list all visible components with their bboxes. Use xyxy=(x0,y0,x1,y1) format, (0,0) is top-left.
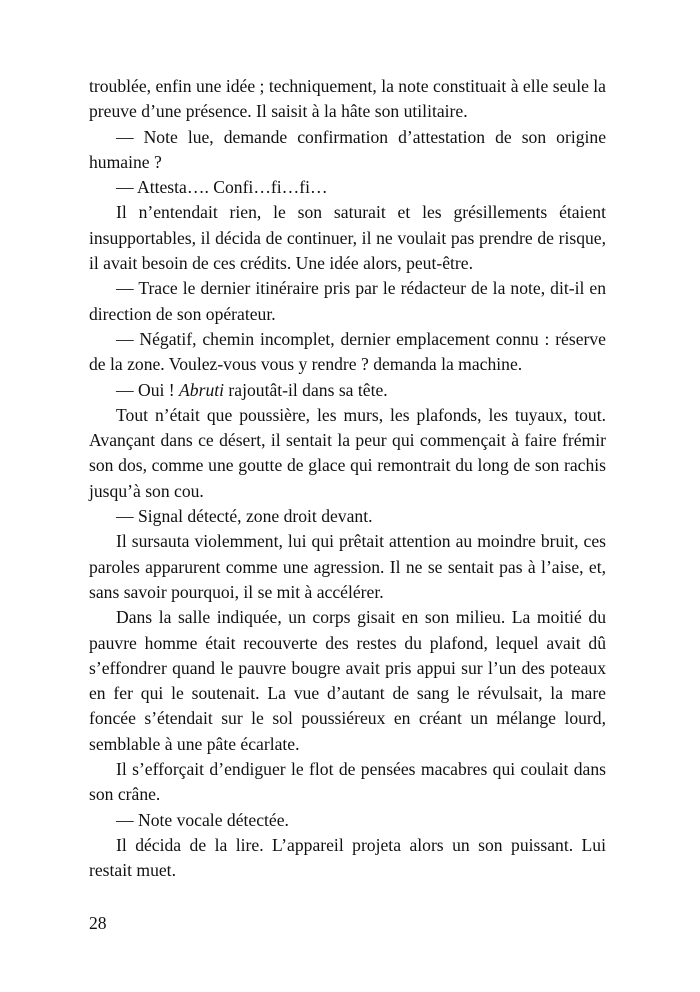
paragraph xyxy=(89,605,606,757)
text-run: Il n’entendait rien, le son saturait et les grésillements étaient insupportables, il décida de continuer, il ne voulait pas prendre de risque, il avait besoin de ces crédits. Une idée alors, peut-être. xyxy=(89,202,606,274)
text-run: Dans la salle indiquée, un corps gisait en son milieu. La moitié du pauvre homme était recouverte des restes du plafond, lequel avait dû s’effondrer quand le pauvre bougre avait pris appui sur l’un des poteaux en fer qui le soutenait. La vue d’autant de sang le révulsait, la mare foncée s’étendait sur le sol poussiéreux en créant un mélange lourd, semblable à une pâte écarlate. xyxy=(89,607,606,754)
paragraph xyxy=(89,74,606,125)
page-number: 28 xyxy=(89,913,107,933)
paragraph xyxy=(89,378,606,403)
text-run: troublée, enfin une idée ; techniquement, la note constituait à elle seule la preuve d’une présence. Il saisit à la hâte son utilitaire. xyxy=(89,76,606,122)
body-text xyxy=(89,74,606,884)
italic-text: Abruti xyxy=(179,379,225,400)
paragraph xyxy=(89,757,606,808)
text-run: Il décida de la lire. L’appareil projeta alors un son puissant. Lui restait muet. xyxy=(89,834,606,881)
paragraph xyxy=(89,175,606,200)
paragraph xyxy=(89,200,606,276)
text-run: Il sursauta violemment, lui qui prêtait attention au moindre bruit, ces paroles apparurent comme une agression. Il ne se sentait pas à l’aise, et, sans savoir pourquoi, il se mit à accélérer. xyxy=(89,531,606,602)
text-run: rajoutât-il dans sa tête. xyxy=(224,379,388,400)
paragraph xyxy=(89,327,606,378)
paragraph xyxy=(89,403,606,504)
paragraph xyxy=(89,529,606,605)
text-run: — Attesta…. Confi…fi…fi… xyxy=(116,177,328,198)
text-run: — Négatif, chemin incomplet, dernier emplacement connu : réserve de la zone. Voulez-vous vous y rendre ? demanda la machine. xyxy=(89,328,606,375)
text-run: Il s’efforçait d’endiguer le flot de pensées macabres qui coulait dans son crâne. xyxy=(89,759,606,805)
paragraph xyxy=(89,125,606,176)
paragraph xyxy=(89,808,606,833)
text-run: Tout n’était que poussière, les murs, les plafonds, les tuyaux, tout. Avançant dans ce désert, il sentait la peur qui commençait à faire frémir son dos, comme une goutte de glace qui remontrait du long de son rachis jusqu’à son cou. xyxy=(89,404,606,501)
paragraph xyxy=(89,504,606,529)
text-run: — Note lue, demande confirmation d’attestation de son origine humaine ? xyxy=(89,126,606,172)
text-run: — Trace le dernier itinéraire pris par le rédacteur de la note, dit-il en direction de son opérateur. xyxy=(89,278,606,324)
text-run: — Oui ! xyxy=(116,379,180,400)
text-run: — Signal détecté, zone droit devant. xyxy=(116,506,373,527)
text-run: — Note vocale détectée. xyxy=(116,809,289,830)
paragraph xyxy=(89,833,606,884)
paragraph xyxy=(89,276,606,327)
